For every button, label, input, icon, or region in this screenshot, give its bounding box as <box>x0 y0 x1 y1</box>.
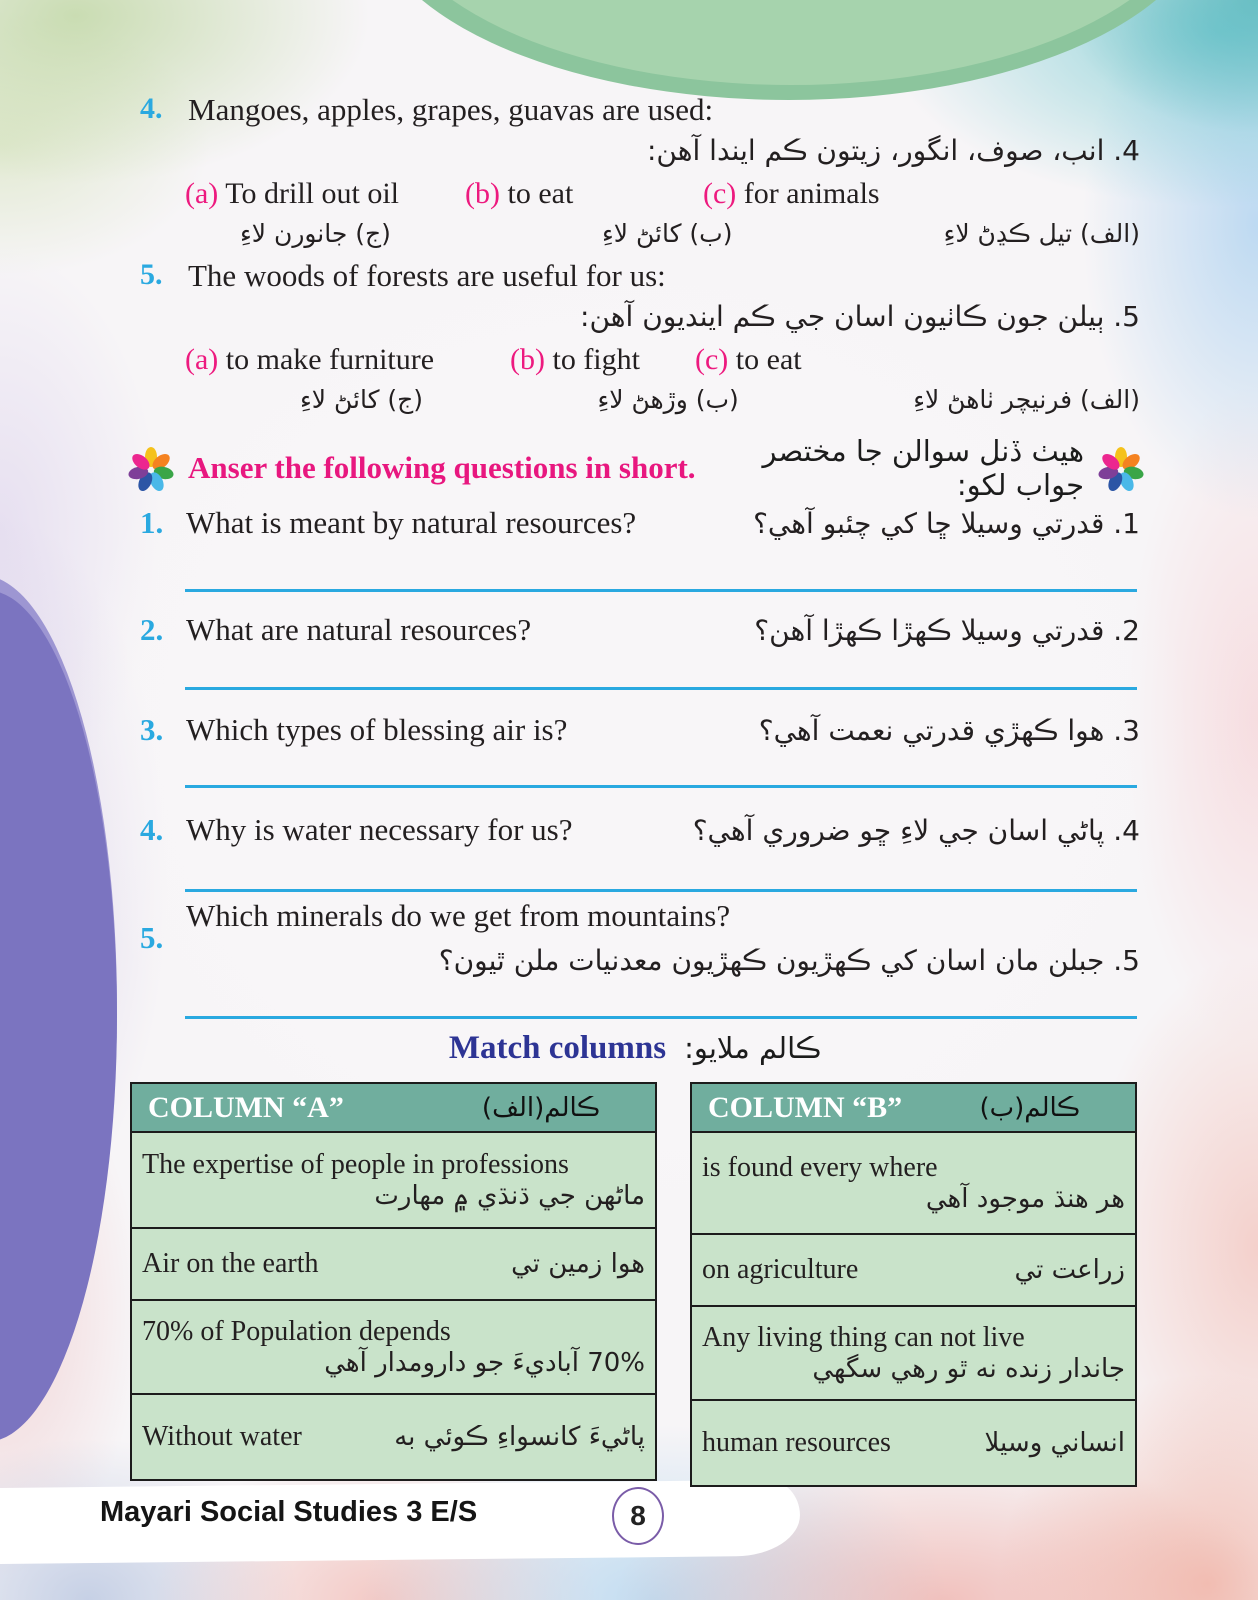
answer-line <box>185 889 1137 892</box>
option-b <box>465 177 703 211</box>
option-c-ur: (ج) جانورن لاءِ <box>240 219 391 248</box>
question-text-en: What is meant by natural resources? <box>186 505 637 540</box>
row-text-ur: انساني وسيلا <box>984 1428 1125 1458</box>
question-text-ur: 4. انب، صوف، انگور، زيتون ڪم ايندا آهن: <box>646 134 1140 167</box>
table-row <box>692 1307 1135 1401</box>
answer-line <box>185 785 1137 788</box>
option-b <box>510 343 695 377</box>
row-text-ur: 70% آباديءَ جو دارومدار آهي <box>324 1348 645 1378</box>
row-text-en: Any living thing can not live <box>702 1322 1025 1353</box>
mcq-question-5 <box>140 258 1140 414</box>
short-question-3 <box>140 712 1140 748</box>
option-text: to eat <box>735 343 802 376</box>
row-text-ur: ماڻهن جي ڌنڌي ۾ مهارت <box>374 1181 645 1211</box>
option-letter: (a) <box>185 177 219 210</box>
table-row <box>692 1401 1135 1485</box>
row-text-en: human resources <box>702 1427 891 1458</box>
page-number-badge <box>612 1487 664 1545</box>
short-question-2 <box>140 612 1140 648</box>
section-header <box>128 434 1144 502</box>
column-a-header <box>132 1084 655 1133</box>
question-number: 4. <box>140 812 164 847</box>
option-letter: (c) <box>703 177 737 210</box>
match-title-en: Match columns <box>448 1030 667 1066</box>
option-a-ur: (الف) فرنيچر ٺاهڻ لاءِ <box>913 385 1140 414</box>
question-number: 2. <box>140 612 164 647</box>
option-text: to fight <box>552 343 640 376</box>
row-text-en: on agriculture <box>702 1254 859 1285</box>
table-row <box>132 1301 655 1395</box>
match-table-column-b <box>690 1082 1137 1487</box>
row-text-ur: هر هنڌ موجود آهي <box>925 1184 1125 1214</box>
flower-icon <box>128 443 174 493</box>
question-number: 4. <box>140 92 163 125</box>
option-b-ur: (ب) وڙهڻ لاءِ <box>597 385 739 414</box>
option-c <box>703 177 880 211</box>
question-text-en: Why is water necessary for us? <box>186 812 573 847</box>
flower-icon <box>1098 443 1144 493</box>
question-text-en: What are natural resources? <box>186 612 532 647</box>
options-row-en <box>140 177 1140 211</box>
question-number: 5. <box>140 258 163 291</box>
mcq-question-4 <box>140 92 1140 248</box>
match-columns-heading <box>130 1030 1140 1067</box>
answer-line <box>185 687 1137 690</box>
question-number: 1. <box>140 505 164 540</box>
column-b-header <box>692 1084 1135 1133</box>
option-a <box>185 177 465 211</box>
question-number: 5. <box>140 920 164 955</box>
option-text: to eat <box>507 177 574 210</box>
question-text-ur: 5. جبلن مان اسان کي ڪهڙيون ڪهڙيون معدنيات ملن ٿيون؟ <box>438 944 1140 977</box>
table-row <box>692 1133 1135 1235</box>
option-c <box>695 343 802 377</box>
row-text-ur: پاڻيءَ کانسواءِ ڪوئي به <box>394 1422 645 1452</box>
question-text-en: Which minerals do we get from mountains? <box>186 898 731 933</box>
page-number: 8 <box>630 1500 646 1531</box>
answer-line <box>185 589 1137 592</box>
row-text-ur: هوا زمين تي <box>511 1249 645 1279</box>
option-text: To drill out oil <box>225 177 399 210</box>
option-text: for animals <box>743 177 880 210</box>
column-a-title-en: COLUMN “A” <box>148 1090 344 1124</box>
short-question-1 <box>140 505 1140 541</box>
option-b-ur: (ب) کائڻ لاءِ <box>602 219 733 248</box>
section-title-ur: هيٺ ڏنل سوالن جا مختصر جواب لکو: <box>762 434 1084 502</box>
option-a <box>185 343 510 377</box>
option-letter: (c) <box>695 343 729 376</box>
question-text-ur: 1. قدرتي وسيلا ڇا کي چئبو آهي؟ <box>753 507 1140 540</box>
question-text-en: The woods of forests are useful for us: <box>188 258 666 293</box>
row-text-en: 70% of Population depends <box>142 1316 451 1347</box>
table-row <box>132 1229 655 1301</box>
option-c-ur: (ج) کائڻ لاءِ <box>300 385 424 414</box>
short-question-5 <box>140 898 1140 977</box>
question-text-en: Which types of blessing air is? <box>186 712 568 747</box>
answer-line <box>185 1016 1137 1019</box>
row-text-ur: زراعت تي <box>1014 1255 1125 1285</box>
column-b-title-ur: ڪالم(ب) <box>979 1092 1080 1123</box>
section-title-en: Anser the following questions in short. <box>188 450 696 485</box>
table-row <box>692 1235 1135 1307</box>
option-a-ur: (الف) تيل ڪڍڻ لاءِ <box>943 219 1140 248</box>
row-text-en: Air on the earth <box>142 1248 319 1279</box>
question-text-en: Mangoes, apples, grapes, guavas are used: <box>188 92 714 127</box>
option-letter: (b) <box>510 343 545 376</box>
match-table-column-a <box>130 1082 657 1481</box>
option-letter: (b) <box>465 177 500 210</box>
row-text-ur: جاندار زنده نه ٿو رهي سگهي <box>812 1354 1125 1384</box>
question-text-ur: 5. ٻيلن جون ڪاٺيون اسان جي ڪم اينديون آهن: <box>580 300 1140 333</box>
column-b-title-en: COLUMN “B” <box>708 1090 903 1124</box>
options-row-ur <box>140 219 1140 248</box>
row-text-en: Without water <box>142 1421 302 1452</box>
question-text-ur: 2. قدرتي وسيلا ڪهڙا ڪهڙا آهن؟ <box>754 614 1140 647</box>
table-row <box>132 1395 655 1479</box>
option-text: to make furniture <box>225 343 435 376</box>
row-text-en: The expertise of people in professions <box>142 1149 569 1180</box>
book-title: Mayari Social Studies 3 E/S <box>100 1496 478 1528</box>
question-text-ur: 4. پاڻي اسان جي لاءِ ڇو ضروري آهي؟ <box>692 814 1140 847</box>
options-row-ur <box>140 385 1140 414</box>
option-letter: (a) <box>185 343 219 376</box>
table-row <box>132 1133 655 1229</box>
question-text-ur: 3. هوا ڪهڙي قدرتي نعمت آهي؟ <box>758 714 1140 747</box>
match-title-ur: ڪالم ملايو: <box>684 1031 822 1065</box>
left-purple-circle <box>0 590 117 1442</box>
options-row-en <box>140 343 1140 377</box>
column-a-title-ur: ڪالم(الف) <box>481 1092 600 1123</box>
row-text-en: is found every where <box>702 1152 938 1183</box>
short-question-4 <box>140 812 1140 848</box>
question-number: 3. <box>140 712 164 747</box>
